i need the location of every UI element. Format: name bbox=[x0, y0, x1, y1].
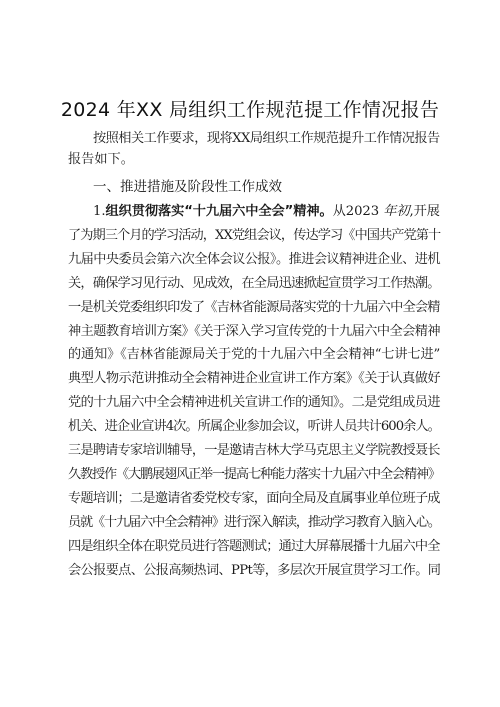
item-heading: 组织贯彻落实“十九届六中全会”精神。 bbox=[105, 204, 333, 219]
intro-line: 报告如下。 bbox=[68, 152, 134, 167]
intro-line: 按照相关工作要求，现将XX局组织工作规范提升工作情况报告 bbox=[93, 131, 440, 146]
body-line: 典型人物示范讲推动全会精神进企业宣讲工作方案》《关于认真做好 bbox=[68, 371, 441, 387]
lead-text-end: ,开展 bbox=[409, 204, 440, 219]
body-line: 关，确保学习见行动、见成效，在全局迅速掀起宣贯学习工作热潮。 bbox=[68, 275, 440, 291]
body-line: 员就《十九届六中全会精神》进行深入解读，推动学习教育入脑入心。 bbox=[68, 514, 440, 530]
body-line: 一是机关党委组织印发了《吉林省能源局落实党的十九届六中全会精 bbox=[68, 299, 440, 315]
body-line: 机关、进企业宣讲4次。所属企业参加会议，听讲人员共计600余人。 bbox=[68, 419, 440, 435]
body-paragraph bbox=[68, 200, 440, 583]
body-line: 会公报要点、公报高频热词、PPt等，多层次开展宣贯学习工作。同 bbox=[68, 562, 441, 578]
body-line: 四是组织全体在职党员进行答题测试；通过大屏幕展播十九届六中全 bbox=[68, 538, 440, 554]
body-line: 专题培训；二是邀请省委党校专家，面向全局及直属事业单位班子成 bbox=[68, 490, 440, 506]
handwritten-text: 年初 bbox=[383, 204, 410, 219]
body-line: 神主题教育培训方案》《关于深入学习宣传党的十九届六中全会精神 bbox=[68, 323, 441, 339]
body-line: 九届中央委员会第六次全体会议公报》。推进会议精神进企业、进机 bbox=[68, 251, 441, 267]
body-line: 三是聘请专家培训辅导，一是邀请吉林大学马克思主义学院教授聂长 bbox=[68, 443, 440, 459]
intro-paragraph bbox=[68, 128, 440, 170]
body-line: 了为期三个月的学习活动，XX党组会议，传达学习《中国共产党第十 bbox=[68, 227, 441, 243]
document-title: 2024 年XX 局组织工作规范提工作情况报告 bbox=[60, 99, 440, 121]
item-number: 1. bbox=[93, 204, 106, 219]
paragraph-lead-line bbox=[68, 200, 440, 224]
body-line: 的通知》《吉林省能源局关于党的十九届六中全会精神“七讲七进” bbox=[68, 347, 441, 363]
lead-text: 从2023 bbox=[332, 204, 384, 219]
section-heading: 一、推进措施及阶段性工作成效 bbox=[93, 179, 282, 195]
body-line: 久教授作《大鹏展翅风正举一提高七种能力落实十九届六中全会精神》 bbox=[68, 466, 440, 482]
body-line: 党的十九届六中全会精神进机关宣讲工作的通知》。二是党组成员进 bbox=[68, 395, 441, 411]
